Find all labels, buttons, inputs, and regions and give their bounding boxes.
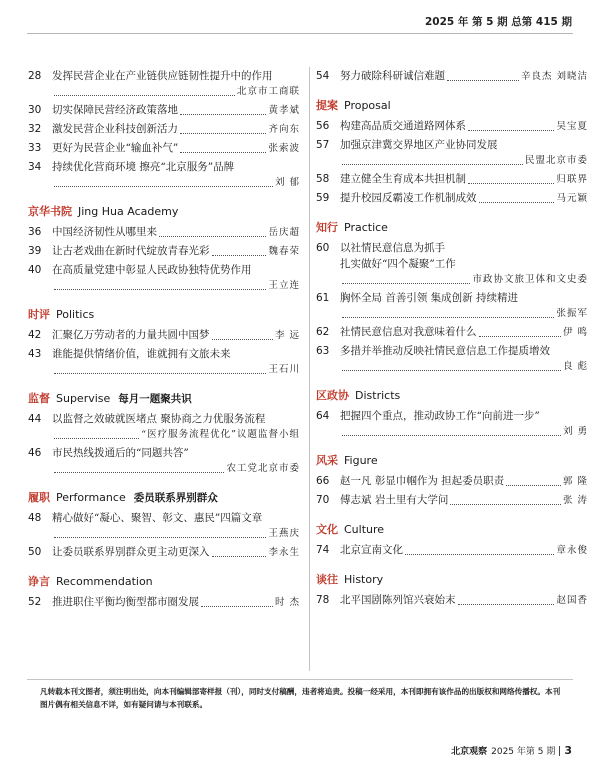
section-title-en: Figure — [344, 454, 378, 467]
toc-entry[interactable] — [28, 243, 300, 260]
toc-entry[interactable] — [28, 224, 300, 241]
toc-line — [316, 256, 588, 272]
page-number-ref: 40 — [28, 264, 42, 276]
section-title-cn: 风采 — [316, 454, 338, 467]
toc-line — [316, 324, 588, 341]
leader-dots — [54, 472, 224, 473]
article-author: 岳庆超 — [268, 227, 300, 238]
toc-line — [316, 592, 588, 609]
article-author: 马元颖 — [556, 193, 588, 204]
article-author: 章永俊 — [556, 545, 588, 556]
article-title[interactable]: 让古老戏曲在新时代绽放青春光彩 — [52, 245, 210, 257]
toc-line — [316, 137, 588, 153]
section-heading — [316, 521, 588, 540]
toc-entry[interactable] — [316, 290, 588, 322]
toc-line — [28, 68, 300, 84]
article-author: 张 涛 — [562, 495, 588, 506]
toc-entry[interactable] — [28, 140, 300, 157]
section-heading — [28, 573, 300, 592]
toc-entry[interactable] — [316, 473, 588, 490]
page-number-ref: 42 — [28, 329, 42, 341]
toc-section — [316, 97, 588, 207]
article-title[interactable]: 多措并举推动反映社情民意信息工作提质增效 — [340, 345, 550, 357]
toc-line — [316, 306, 588, 322]
toc-section — [316, 521, 588, 559]
article-title[interactable]: 北京宣南文化 — [340, 544, 403, 556]
article-title[interactable]: 赵一凡 彰显巾帼作为 担起委员职责 — [340, 475, 505, 487]
toc-line — [316, 240, 588, 256]
toc-line — [316, 190, 588, 207]
toc-line — [28, 427, 300, 443]
toc-line — [316, 408, 588, 424]
leader-dots — [405, 554, 554, 555]
toc-line — [28, 243, 300, 260]
article-title[interactable]: 持续优化营商环境 擦亮“北京服务”品牌 — [52, 161, 235, 173]
section-title-en: History — [344, 573, 384, 586]
page-number-ref: 28 — [28, 70, 42, 82]
article-title[interactable]: 激发民营企业科技创新活力 — [52, 123, 178, 135]
toc-section — [28, 489, 300, 561]
article-title[interactable]: 中国经济韧性从哪里来 — [52, 226, 157, 238]
page-number-ref: 57 — [316, 139, 330, 151]
leader-dots — [342, 317, 554, 318]
article-author: 时 杰 — [274, 597, 300, 608]
copyright-note: 凡转载本刊文图者，须注明出处，向本刊编辑部寄样报（刊），同时支付稿酬，违者将追责。投稿一经采用，本刊即拥有该作品的出版权和网络传播权。本刊图片偶有相关信息不详，如有疑问请与本刊联系。 — [40, 687, 561, 709]
toc-entry[interactable] — [316, 171, 588, 188]
article-author: 辛良杰 刘晓洁 — [520, 71, 588, 82]
toc-line — [28, 445, 300, 461]
page-number-ref: 32 — [28, 123, 42, 135]
section-title-cn: 监督 — [28, 392, 50, 405]
page-number-ref: 63 — [316, 345, 330, 357]
article-author: 刘 勇 — [562, 426, 588, 437]
article-title[interactable]: 加强京津冀交界地区产业协同发展 — [340, 139, 498, 151]
toc-right-column — [316, 68, 588, 621]
toc-line — [316, 424, 588, 440]
toc-section — [316, 68, 588, 85]
toc-line — [316, 68, 588, 85]
toc-line — [316, 473, 588, 490]
page-number-ref: 39 — [28, 245, 42, 257]
toc-entry[interactable] — [28, 411, 300, 443]
column-divider — [309, 67, 310, 671]
article-title[interactable]: 北平国剧陈列馆兴衰始末 — [340, 594, 456, 606]
toc-section — [316, 387, 588, 440]
toc-line — [28, 278, 300, 294]
article-author: 张振军 — [556, 308, 588, 319]
toc-entry[interactable] — [316, 118, 588, 135]
section-title-en: Supervise — [56, 392, 111, 405]
article-title[interactable]: 提升校园反霸凌工作机制成效 — [340, 192, 477, 204]
article-title[interactable]: 汇聚亿万劳动者的力量共圆中国梦 — [52, 329, 210, 341]
toc-section — [316, 219, 588, 375]
article-title[interactable]: 以社情民意信息为抓手 — [340, 242, 445, 254]
leader-dots — [159, 236, 266, 237]
toc-left-column — [28, 68, 300, 623]
section-heading — [28, 203, 300, 222]
leader-dots — [342, 435, 561, 436]
article-title[interactable]: 构建高品质交通道路网体系 — [340, 120, 466, 132]
article-author: 李 远 — [274, 330, 300, 341]
article-title[interactable]: 傅志斌 岩土里有大学问 — [340, 494, 449, 506]
article-title[interactable]: 社情民意信息对我意味着什么 — [340, 326, 477, 338]
page-number-ref: 64 — [316, 410, 330, 422]
section-heading — [316, 571, 588, 590]
article-author: 刘 郁 — [274, 177, 300, 188]
toc-line — [28, 121, 300, 138]
leader-dots — [54, 289, 266, 290]
page-number-ref: 30 — [28, 104, 42, 116]
section-title-en: Districts — [355, 389, 401, 402]
section-title-cn: 区政协 — [316, 389, 349, 402]
article-author: 黄孝斌 — [268, 105, 300, 116]
article-author: 伊 鸣 — [562, 327, 588, 338]
article-author: 吴宝夏 — [556, 121, 588, 132]
page-number-ref: 36 — [28, 226, 42, 238]
toc-line — [28, 102, 300, 119]
page-number-ref: 44 — [28, 413, 42, 425]
page-number-ref: 48 — [28, 512, 42, 524]
section-heading — [316, 452, 588, 471]
page-number-ref: 33 — [28, 142, 42, 154]
page-number-ref: 59 — [316, 192, 330, 204]
section-heading — [28, 306, 300, 325]
leader-dots — [506, 485, 561, 486]
article-title[interactable]: 更好为民营企业“输血补气” — [52, 142, 179, 154]
leader-dots — [342, 370, 561, 371]
leader-dots — [180, 114, 266, 115]
leader-dots — [479, 202, 555, 203]
article-title[interactable]: 胸怀全局 首善引领 集成创新 持续精进 — [340, 292, 519, 304]
section-title-cn: 履职 — [28, 491, 50, 504]
leader-dots — [54, 186, 273, 187]
toc-line — [316, 153, 588, 169]
section-title-cn: 谈往 — [316, 573, 338, 586]
toc-entry[interactable] — [316, 592, 588, 609]
article-title[interactable]: 扎实做好“四个凝聚”工作 — [340, 258, 456, 270]
toc-line — [28, 224, 300, 241]
article-author: 良 彪 — [562, 361, 588, 372]
toc-entry[interactable] — [28, 594, 300, 611]
article-author: 魏春荣 — [268, 246, 300, 257]
article-author: 王立连 — [268, 280, 300, 291]
toc-section — [28, 573, 300, 611]
toc-line — [28, 140, 300, 157]
page-number-ref: 56 — [316, 120, 330, 132]
article-author: 北京市工商联 — [236, 86, 300, 97]
toc-line — [28, 262, 300, 278]
toc-entry[interactable] — [28, 327, 300, 344]
page-number-ref: 66 — [316, 475, 330, 487]
issue-header: 2025 年 第 5 期 总第 415 期 — [424, 16, 572, 28]
article-title[interactable]: 推进职住平衡均衡型都市圈发展 — [52, 596, 199, 608]
leader-dots — [458, 604, 555, 605]
leader-dots — [447, 80, 519, 81]
toc-line — [28, 327, 300, 344]
toc-line — [28, 159, 300, 175]
page-number-ref: 58 — [316, 173, 330, 185]
article-title[interactable]: 努力破除科研诚信难题 — [340, 70, 445, 82]
toc-section — [316, 452, 588, 509]
toc-entry[interactable] — [316, 408, 588, 440]
article-title[interactable]: 精心做好“凝心、聚智、彰文、惠民”四篇文章 — [52, 512, 263, 524]
footer-separator — [559, 746, 560, 756]
page-number-ref: 34 — [28, 161, 42, 173]
section-subtitle: 委员联系界别群众 — [133, 492, 218, 504]
leader-dots — [180, 133, 266, 134]
magazine-name: 北京观察 — [451, 747, 488, 757]
section-title-cn: 时评 — [28, 308, 50, 321]
section-heading — [28, 390, 300, 409]
leader-dots — [54, 95, 235, 96]
leader-dots — [342, 283, 470, 284]
toc-line — [316, 171, 588, 188]
section-title-cn: 提案 — [316, 99, 338, 112]
leader-dots — [54, 537, 266, 538]
article-author: 归联界 — [556, 174, 588, 185]
page-number-ref: 50 — [28, 546, 42, 558]
section-title-cn: 诤言 — [28, 575, 50, 588]
toc-line — [316, 272, 588, 288]
leader-dots — [479, 336, 561, 337]
toc-entry[interactable] — [28, 121, 300, 138]
article-title[interactable]: 让委员联系界别群众更主动更深入 — [52, 546, 210, 558]
page-footer — [451, 744, 572, 757]
section-title-cn: 文化 — [316, 523, 338, 536]
article-author: 赵国香 — [556, 595, 588, 606]
page-number-ref: 70 — [316, 494, 330, 506]
toc-line — [316, 542, 588, 559]
toc-entry[interactable] — [316, 492, 588, 509]
section-title-cn: 知行 — [316, 221, 338, 234]
article-author: 市政协文旅卫体和文史委 — [472, 274, 588, 285]
leader-dots — [180, 152, 266, 153]
article-author: 郭 隆 — [562, 476, 588, 487]
toc-line — [316, 290, 588, 306]
footer-rule — [27, 679, 573, 680]
section-title-en: Politics — [56, 308, 95, 321]
page-number-ref: 62 — [316, 326, 330, 338]
toc-line — [28, 510, 300, 526]
toc-entry[interactable] — [28, 346, 300, 378]
footer-issue: 2025 年第 5 期 — [491, 747, 556, 757]
page-number-ref: 52 — [28, 596, 42, 608]
article-title[interactable]: 市民热线拨通后的“同题共答” — [52, 447, 189, 459]
toc-section — [28, 203, 300, 294]
toc-entry[interactable] — [28, 510, 300, 542]
section-title-en: Recommendation — [56, 575, 153, 588]
toc-entry[interactable] — [316, 240, 588, 288]
article-title[interactable]: 建立健全生育成本共担机制 — [340, 173, 466, 185]
toc-entry[interactable] — [316, 324, 588, 341]
toc-line — [28, 544, 300, 561]
section-title-en: Culture — [344, 523, 385, 536]
section-heading — [316, 387, 588, 406]
page-number: 3 — [564, 744, 572, 757]
leader-dots — [468, 130, 554, 131]
page-number-ref: 54 — [316, 70, 330, 82]
leader-dots — [212, 255, 267, 256]
toc-line — [28, 411, 300, 427]
section-heading — [316, 97, 588, 116]
toc-line — [28, 175, 300, 191]
article-title[interactable]: 把握四个重点，推动政协工作“向前进一步” — [340, 410, 540, 422]
toc-section — [28, 390, 300, 477]
article-author: 张索波 — [268, 143, 300, 154]
toc-line — [316, 343, 588, 359]
article-author: 李永生 — [268, 547, 300, 558]
toc-line — [28, 84, 300, 100]
toc-entry[interactable] — [28, 445, 300, 477]
header-rule — [27, 33, 573, 34]
toc-line — [28, 594, 300, 611]
article-title[interactable]: 在高质量党建中彰显人民政协独特优势作用 — [52, 264, 252, 276]
toc-entry[interactable] — [28, 262, 300, 294]
article-title[interactable]: 切实保障民营经济政策落地 — [52, 104, 178, 116]
article-author: “医疗服务流程优化”议题监督小组 — [141, 429, 300, 440]
toc-entry[interactable] — [28, 159, 300, 191]
toc-section — [316, 571, 588, 609]
toc-line — [316, 492, 588, 509]
section-heading — [28, 489, 300, 508]
page-number-ref: 61 — [316, 292, 330, 304]
section-title-en: Proposal — [344, 99, 391, 112]
section-title-en: Practice — [344, 221, 388, 234]
page-number-ref: 78 — [316, 594, 330, 606]
page-number-ref: 46 — [28, 447, 42, 459]
toc-entry[interactable] — [28, 68, 300, 100]
toc-line — [28, 362, 300, 378]
leader-dots — [212, 556, 267, 557]
leader-dots — [450, 504, 561, 505]
toc-line — [316, 359, 588, 375]
article-title[interactable]: 以监督之效破就医堵点 聚协商之力优服务流程 — [52, 413, 266, 425]
article-author: 民盟北京市委 — [524, 155, 588, 166]
article-author: 王石川 — [268, 364, 300, 375]
toc-entry[interactable] — [28, 544, 300, 561]
article-author: 王燕庆 — [268, 528, 300, 539]
leader-dots — [468, 183, 554, 184]
toc-entry[interactable] — [316, 343, 588, 375]
toc-line — [316, 118, 588, 135]
page-number-ref: 60 — [316, 242, 330, 254]
toc-entry[interactable] — [316, 542, 588, 559]
toc-entry[interactable] — [316, 137, 588, 169]
leader-dots — [212, 339, 273, 340]
toc-line — [28, 346, 300, 362]
toc-section — [28, 68, 300, 191]
article-author: 齐向东 — [268, 124, 300, 135]
toc-entry[interactable] — [28, 102, 300, 119]
page-number-ref: 43 — [28, 348, 42, 360]
section-subtitle: 每月一题聚共识 — [118, 393, 192, 405]
section-title-en: Performance — [56, 491, 126, 504]
article-title[interactable]: 发挥民营企业在产业链供应链韧性提升中的作用 — [52, 70, 273, 82]
toc-entry[interactable] — [316, 190, 588, 207]
leader-dots — [342, 164, 523, 165]
toc-line — [28, 526, 300, 542]
toc-section — [28, 306, 300, 378]
leader-dots — [54, 373, 266, 374]
section-title-en: Jing Hua Academy — [78, 205, 179, 218]
toc-entry[interactable] — [316, 68, 588, 85]
leader-dots — [201, 606, 273, 607]
leader-dots — [54, 438, 139, 439]
section-heading — [316, 219, 588, 238]
toc-line — [28, 461, 300, 477]
article-author: 农工党北京市委 — [226, 463, 300, 474]
page-number-ref: 74 — [316, 544, 330, 556]
section-title-cn: 京华书院 — [28, 205, 72, 218]
article-title[interactable]: 谁能提供情绪价值，谁就拥有文旅未来 — [52, 348, 231, 360]
